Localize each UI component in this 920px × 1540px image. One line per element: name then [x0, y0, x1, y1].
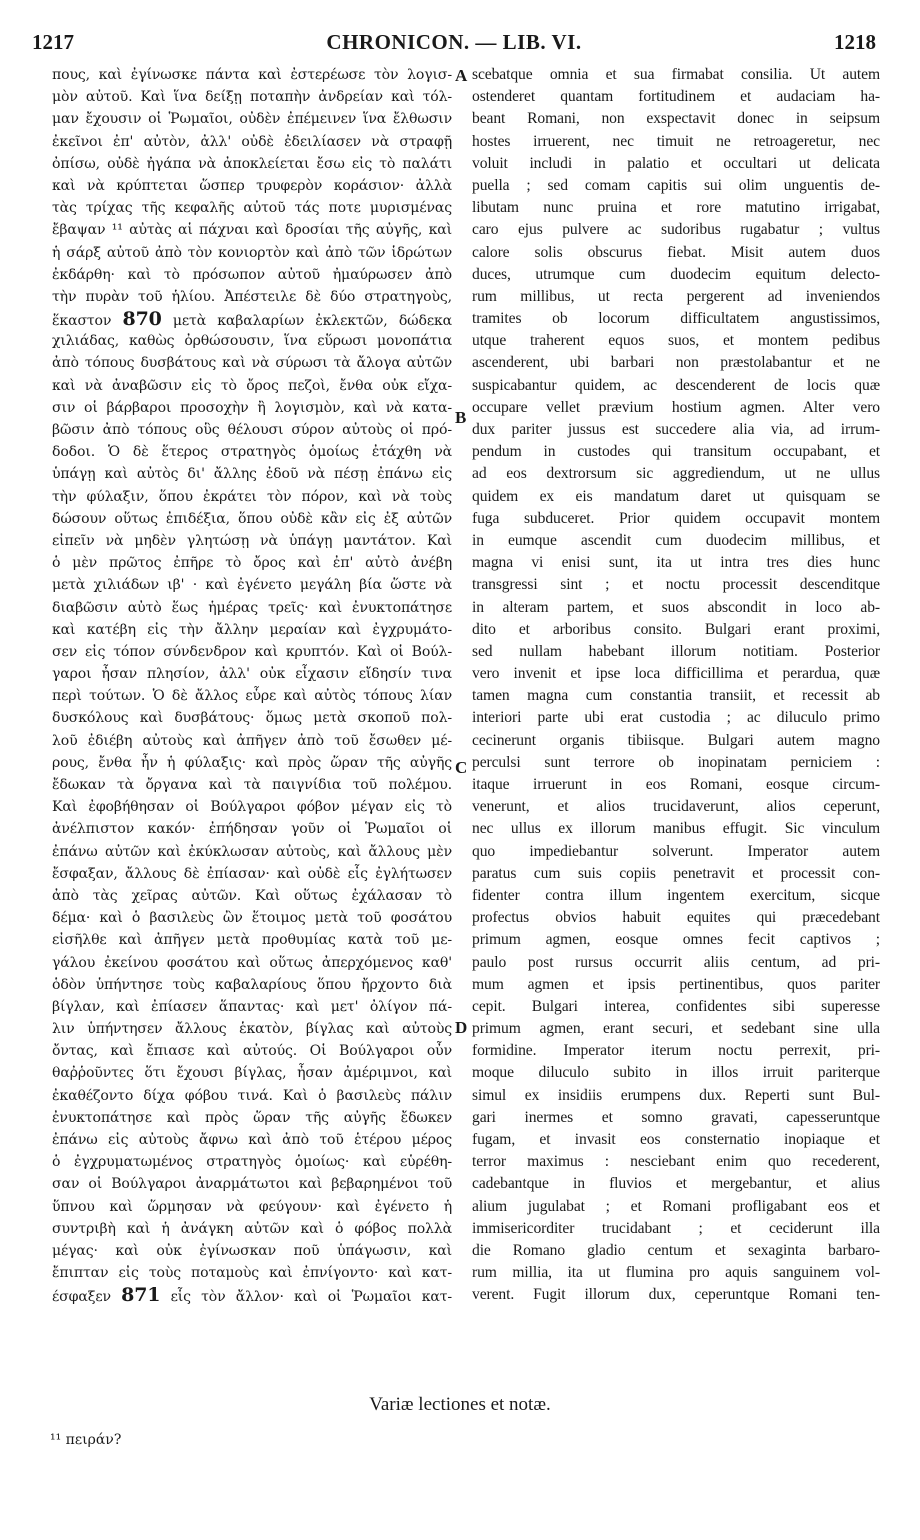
greek-text-line: συντριβὴ καὶ ἡ ἀνάγκη αὐτῶν καὶ ὁ φόβος πολλὰ [52, 1220, 452, 1237]
latin-text-line: transgressi sint ; et noctu processit descenditque [472, 576, 880, 594]
latin-text-line: primum agmen, eosque omnes fecit captivos ; [472, 931, 880, 949]
latin-text-line: tamen magna cum constantia transiit, et recessit ab [472, 687, 880, 705]
greek-text-line: μὸν αὐτοῦ. Καὶ ἵνα δείξῃ ποταπὴν ἀνδρείαν καὶ τόλ- [52, 89, 452, 106]
greek-text-line: ἐνυκτοπάτησε καὶ πρὸς ὥραν τῆς αὐγῆς ἔδωκεν [52, 1109, 452, 1126]
latin-text-line: voluit includi in palatio et occultari ut delicata [472, 154, 880, 172]
greek-text-line: πους, καὶ ἐγίνωσκε πάντα καὶ ἐστερέωσε τὸν λογισ- [52, 67, 452, 83]
section-marker-b: B [455, 408, 467, 427]
latin-text-line: magna vi enisi sunt, ita ut intra tres dies hunc [472, 554, 880, 572]
latin-text-line: pendum in custodes qui transitum occupabant, et [472, 443, 880, 461]
latin-text-line: die Romano gladio centum et sexaginta barbaro- [472, 1241, 880, 1259]
latin-text-line: dito et arboribus consito. Bulgari erant proximi, [472, 620, 880, 638]
greek-text-line: ὁ μὲν πρῶτος ἐπῆρε τὸ ὄρος καὶ ἐπ' αὐτὸ ἀνέβη [52, 555, 452, 572]
greek-text-line: γαροι ἦσαν πλησίον, ἀλλ' οὐκ εἶχασιν εἴδησίν τινα [52, 666, 452, 683]
greek-text-line: καὶ νὰ ἀναβῶσιν εἰς τὸ ὄρος πεζοὶ, ἔνθα οὐκ εἴχα- [52, 377, 452, 394]
latin-text-line: paulo post rursus occurrit aliis centum, ad pri- [472, 953, 880, 971]
latin-text-line: puella ; sed comam capitis sui olim unguentis de- [472, 176, 880, 194]
latin-text-line: libutam nunc pruina et rore matutino irrigabat, [472, 199, 880, 217]
column-number-marker: 870 [122, 308, 162, 331]
latin-text-line: caro ejus pulvere ac sudoribus rugabatur ; vultus [472, 221, 880, 239]
greek-text-line: γάλου ἐκείνου φοσάτου καὶ οὕτως ἀπερχόμενος καθ' [52, 954, 452, 971]
greek-text-line: τὰς τρίχας τῆς κεφαλῆς αὐτοῦ τάς ποτε μυρισμένας [52, 200, 452, 217]
running-title: CHRONICON. — LIB. VI. [326, 30, 582, 54]
latin-text-line: occupare vellet prævium hostium agmen. Alter vero [472, 398, 880, 416]
right-page-number: 1218 [834, 30, 876, 54]
section-marker-a: A [455, 66, 468, 85]
latin-text-line: tramites ob locorum difficultatem angustissimos, [472, 310, 880, 328]
latin-text-line: immisericorditer trucidabant ; et ceciderunt illa [472, 1219, 880, 1237]
left-page-number: 1217 [32, 30, 74, 54]
greek-text-line: δέμα· καὶ ὁ βασιλεὺς ὢν ἕτοιμος μετὰ τοῦ φοσάτου [52, 910, 452, 927]
latin-text-line: beant Romani, non exspectavit donec in seipsum [472, 110, 880, 128]
greek-text-line: εἰσῆλθε καὶ ἀπῆγεν μετὰ προθυμίας κατὰ τοῦ με- [52, 932, 452, 949]
latin-text-line: interiori parte ubi erat custodia ; ac diluculo primo [472, 709, 880, 727]
greek-text-line: χιλιάδας, καθὼς ὀρθώσουσιν, ἵνα εὕρωσι μονοπάτια [52, 333, 452, 350]
latin-text-line: duces, utrumque cum duodecim equitum delecto- [472, 265, 880, 283]
greek-text-line: ἕκαστον 870 μετὰ καβαλαρίων ἐκλεκτῶν, δώδεκα [52, 308, 453, 331]
latin-text-line: alium jugulabat ; et Romani profligabant eos et [472, 1197, 880, 1215]
latin-text-line: venerunt, et alios trucidaverunt, alios ceperunt, [472, 798, 880, 816]
footnote: ¹¹ πειράν? [50, 1432, 122, 1448]
greek-text-line: τὴν φύλαξιν, ὅπου ἐκράτει τὸν πόρον, καὶ νὰ τοὺς [52, 488, 452, 505]
latin-text-line: moque diluculo subito in illos irruit pariterque [472, 1064, 880, 1082]
latin-text-line: cepit. Bulgari interea, confidentes sibi superesse [472, 997, 880, 1015]
greek-text-line: καὶ κατέβη εἰς τὴν ἄλλην μεραίαν καὶ ἐγχρυμάτο- [52, 621, 452, 638]
greek-text-line: ἐπάνω αὐτῶν καὶ ἐκύκλωσαν αὐτοὺς, καὶ ἄλλους μὲν [52, 843, 452, 860]
latin-text-line: mum agmen et ipsis pertinentibus, quos pariter [472, 975, 880, 993]
greek-text-line: ὄντας, καὶ ἔπιασε καὶ αὐτούς. Οἱ Βούλγαροι οὖν [52, 1043, 452, 1060]
greek-text-line: περὶ τούτων. Ὁ δὲ ἄλλος εὗρε καὶ αὐτὸς τόπους λίαν [52, 688, 452, 705]
latin-text-line: profectus obvios habuit equites qui præcedebant [472, 909, 880, 927]
latin-text-line: perculsi sunt terrore ob inopinatam perniciem : [472, 753, 880, 771]
greek-text-line: ἡ σάρξ αὐτοῦ ἀπὸ τὸν κονιορτὸν καὶ ἀπὸ τῶν ἱδρώτων [52, 244, 452, 261]
latin-text-line: rum millibus, ut recta pergerent ad inveniendos [472, 287, 880, 305]
greek-text-line: μαν ἔχουσιν οἱ Ῥωμαῖοι, οὐδὲν ἐπέμεινεν ἵνα ἔλθωσιν [52, 111, 452, 128]
latin-text-line: in eumque ascendit cum duodecim millibus, et [472, 531, 880, 549]
latin-text-line: terror maximus : nesciebant enim quo recederent, [472, 1153, 880, 1171]
greek-text-line: ὀπίσω, οὐδὲ ἠγάπα νὰ ἀποκλείεται ἔσω εἰς τὸ παλάτι [52, 155, 452, 172]
latin-text-line: gari inermes et somno gravati, capesseruntque [472, 1108, 880, 1126]
latin-text-line: sed nullam habebant illorum notitiam. Posterior [472, 642, 880, 660]
greek-text-line: ὕπνου καὶ ὥρμησαν νὰ φεύγουν· καὶ ἐγένετο ἡ [52, 1198, 452, 1215]
greek-text-line: ἔδωκαν τὰ ὄργανα καὶ τὰ παιγνίδια τοῦ πολέμου. [52, 777, 452, 793]
latin-text-line: ad eos dextrorsum sic aggrediendum, ut ne ullus [472, 465, 880, 483]
latin-text-line: fidenter contra illum ingentem exercitum, sicque [472, 886, 880, 904]
greek-text-line: Καὶ ἐφοβήθησαν οἱ Βούλγαροι φόβον μέγαν εἰς τὸ [52, 799, 452, 816]
greek-text-line: δυσκόλους καὶ δυσβάτους· ὅμως μετὰ σκοποῦ πολ- [52, 710, 452, 727]
greek-text-line: ὁ ἐγχρυματωμένος στρατηγὸς ὁμοίως· καὶ εὑρέθη- [52, 1154, 452, 1171]
latin-text-line: fuga subduceret. Prior quidem occupavit montem [472, 509, 880, 527]
latin-text-column [472, 64, 880, 1307]
greek-text-line: ἐκαθέζοντο δίχα φόβου τινά. Καὶ ὁ βασιλεὺς πάλιν [52, 1087, 452, 1104]
latin-text-line: ostenderet quantam fortitudinem et audaciam ha- [472, 88, 880, 106]
greek-text-line: ἀνέλπιστον κακόν· ἐπήδησαν γοῦν οἱ Ῥωμαῖοι οἱ [52, 821, 452, 838]
column-number-marker: 871 [121, 1284, 161, 1307]
latin-text-line: quo impediebantur solverunt. Imperator autem [472, 842, 880, 860]
greek-text-line: ἐκεῖνοι ἐπ' αὐτὸν, ἀλλ' οὐδὲ ἐδειλίασεν νὰ στραφῇ [52, 133, 452, 150]
latin-text-line: in alteram partem, et suos abscondit in loco ab- [472, 598, 880, 616]
latin-text-line: formidine. Imperator iterum noctu perrexit, pri- [472, 1042, 880, 1060]
greek-text-line: ὁδὸν ὑπήντησε τοὺς καβαλαρίους ὅπου ἤρχοντο διὰ [52, 976, 452, 993]
greek-text-line: καὶ νὰ κρύπτεται ὥσπερ τρυφερὸν κοράσιον· ἀλλὰ [52, 177, 452, 194]
latin-text-line: scebatque omnia et sua firmabat consilia. Ut autem [472, 66, 880, 83]
latin-text-line: utque traherent equos suos, et montem pedibus [472, 332, 880, 350]
latin-text-line: paratus cum suis copiis penetravit et processit con- [472, 864, 880, 882]
latin-text-line: cecinerunt organis tibiisque. Bulgari autem magno [472, 731, 880, 749]
section-marker-d: D [455, 1018, 468, 1037]
latin-text-line: quidem ex eis mandatum daret ut quisquam se [472, 487, 880, 505]
greek-text-column [52, 64, 452, 1307]
greek-text-line: ρους, ἔνθα ἦν ἡ φύλαξις· καὶ πρὸς ὥραν τῆς αὐγῆς [52, 754, 452, 771]
greek-text-line: λιν ὑπήντησεν ἄλλους ἑκατὸν, βίγλας καὶ αὐτοὺς [52, 1021, 452, 1038]
greek-text-line: ἔπιπταν εἰς τοὺς ποταμοὺς καὶ ἐπνίγοντο· καὶ κατ- [52, 1265, 452, 1282]
greek-text-line: ἀπὸ τὰς χεῖρας αὐτῶν. Καὶ οὕτως ἐχάλασαν τὸ [52, 887, 452, 904]
latin-text-line: suspicabantur quidem, ac descenderent de locis quæ [472, 376, 880, 394]
greek-text-line: δώσουν οὕτως ἐπιδέξια, ὅπου οὐδὲ κἂν εἰς ἐξ αὐτῶν [52, 510, 452, 527]
latin-text-line: verent. Fugit illorum dux, ceperuntque Romani ten- [472, 1286, 880, 1304]
latin-text-line: nec ullus ex illorum manibus effugit. Sic vinculum [472, 820, 880, 838]
greek-text-line: βῶσιν ἀπὸ τόπους οὓς θέλουσι σύρον αὐτοὺς οἱ πρό- [52, 422, 452, 438]
greek-text-line: σεν εἰς τόπον σύνδενδρον καὶ κρυπτόν. Καὶ οἱ Βούλ- [52, 643, 452, 660]
latin-text-line: cadebantque in fluvios et mergebantur, et alius [472, 1175, 880, 1193]
latin-text-line: ascenderent, ubi barbari non præstolabantur et ne [472, 354, 880, 372]
greek-text-line: δοδοι. Ὁ δὲ ἕτερος στρατηγὸς ὁμοίως ἐτάχθη νὰ [52, 444, 452, 461]
greek-text-line: μετὰ χιλιάδων ιβ' · καὶ ἐγένετο μεγάλη βία ὥστε νὰ [52, 577, 452, 594]
greek-text-line: διαβῶσιν αὐτὸ ἕως ἡμέρας τρεῖς· καὶ ἐνυκτοπάτησε [52, 599, 452, 616]
greek-text-line: ὑπάγῃ καὶ αὐτὸς δι' ἄλλης ἐδοῦ νὰ πέσῃ ἐπάνω εἰς [52, 466, 452, 483]
latin-text-line: fugam, et invasit eos consternatio inopiaque et [472, 1131, 880, 1148]
greek-text-line: ἐκδάρθη· καὶ τὸ πρόσωπον αὐτοῦ ἠμαύρωσεν ἀπὸ [52, 266, 452, 283]
greek-text-line: έσφαξεν 871 εἷς τὸν ἄλλον· καὶ οἱ Ῥωμαῖοι κατ- [52, 1284, 452, 1307]
greek-text-line: σαν οἱ Βούλγαροι ἀναρμάτωτοι καὶ βεβαρημένοι τοῦ [52, 1176, 452, 1193]
greek-text-line: σιν οἱ βάρβαροι προσοχὴν ἢ λογισμὸν, καὶ νὰ κατα- [52, 399, 452, 416]
greek-text-line: βίγλαν, καὶ ἐπίασεν ἅπαντας· καὶ μετ' ὀλίγον πά- [52, 998, 452, 1015]
greek-text-line: ἀπὸ τόπους δυσβάτους καὶ νὰ σύρωσι τὰ ἄλογα αὐτῶν [52, 355, 452, 372]
greek-text-line: εἰπεῖν νὰ μηδὲν γλητώσῃ νὰ ὑπάγῃ μαντάτον. Καὶ [52, 532, 452, 549]
latin-text-line: simul ex insidiis erumpens dux. Reperti sunt Bul- [472, 1086, 880, 1104]
latin-text-line: vero invenit et ipse loca difficillima et perardua, quæ [472, 665, 880, 683]
section-marker-c: C [455, 758, 468, 777]
running-header [32, 30, 876, 60]
latin-text-line: primum agmen, erant securi, et sedebant sine ulla [472, 1020, 880, 1038]
latin-text-line: dux pariter jussus est succedere alia via, ad irrum- [472, 421, 880, 438]
latin-text-line: itaque irruerunt in eos Romani, eosque circum- [472, 776, 880, 793]
greek-text-line: ἐπάνω εἰς αὐτοὺς ἄφνω καὶ ἀπὸ τοῦ ἑτέρου μέρος [52, 1132, 452, 1148]
greek-text-line: θαῤῥοῦντες ὅτι ἔχουσι βίγλας, ἦσαν ἀμέριμνοι, καὶ [52, 1065, 452, 1082]
greek-text-line: ἔσφαξαν, ἄλλους δὲ ἐπίασαν· καὶ οὐδὲ εἷς ἐγλήτωσεν [52, 865, 452, 882]
greek-text-line: τὴν πυρὰν τοῦ ἡλίου. Ἀπέστειλε δὲ δύο στρατηγοὺς, [52, 288, 452, 305]
variae-lectiones-heading: Variæ lectiones et notæ. [369, 1394, 551, 1415]
greek-text-line: ἔβαψαν ¹¹ αὐτὰς αἱ πάχναι καὶ δροσίαι τῆς αὐγῆς, καὶ [52, 222, 452, 239]
latin-text-line: rum millia, ita ut flumina pro aquis sanguinem vol- [472, 1264, 880, 1282]
greek-text-line: λοῦ ἐδιέβη αὐτοὺς καὶ ἀπῆγεν ἀπὸ τοῦ ἔσωθεν μέ- [52, 732, 452, 749]
greek-text-line: μέγας· καὶ οὐκ ἐγίνωσκαν ποῦ ὑπάγωσιν, καὶ [52, 1242, 452, 1259]
latin-text-line: calore solis obscurus fiebat. Misit autem duos [472, 243, 880, 261]
latin-text-line: hostes irruerent, nec timuit ne retroageretur, nec [472, 132, 880, 150]
